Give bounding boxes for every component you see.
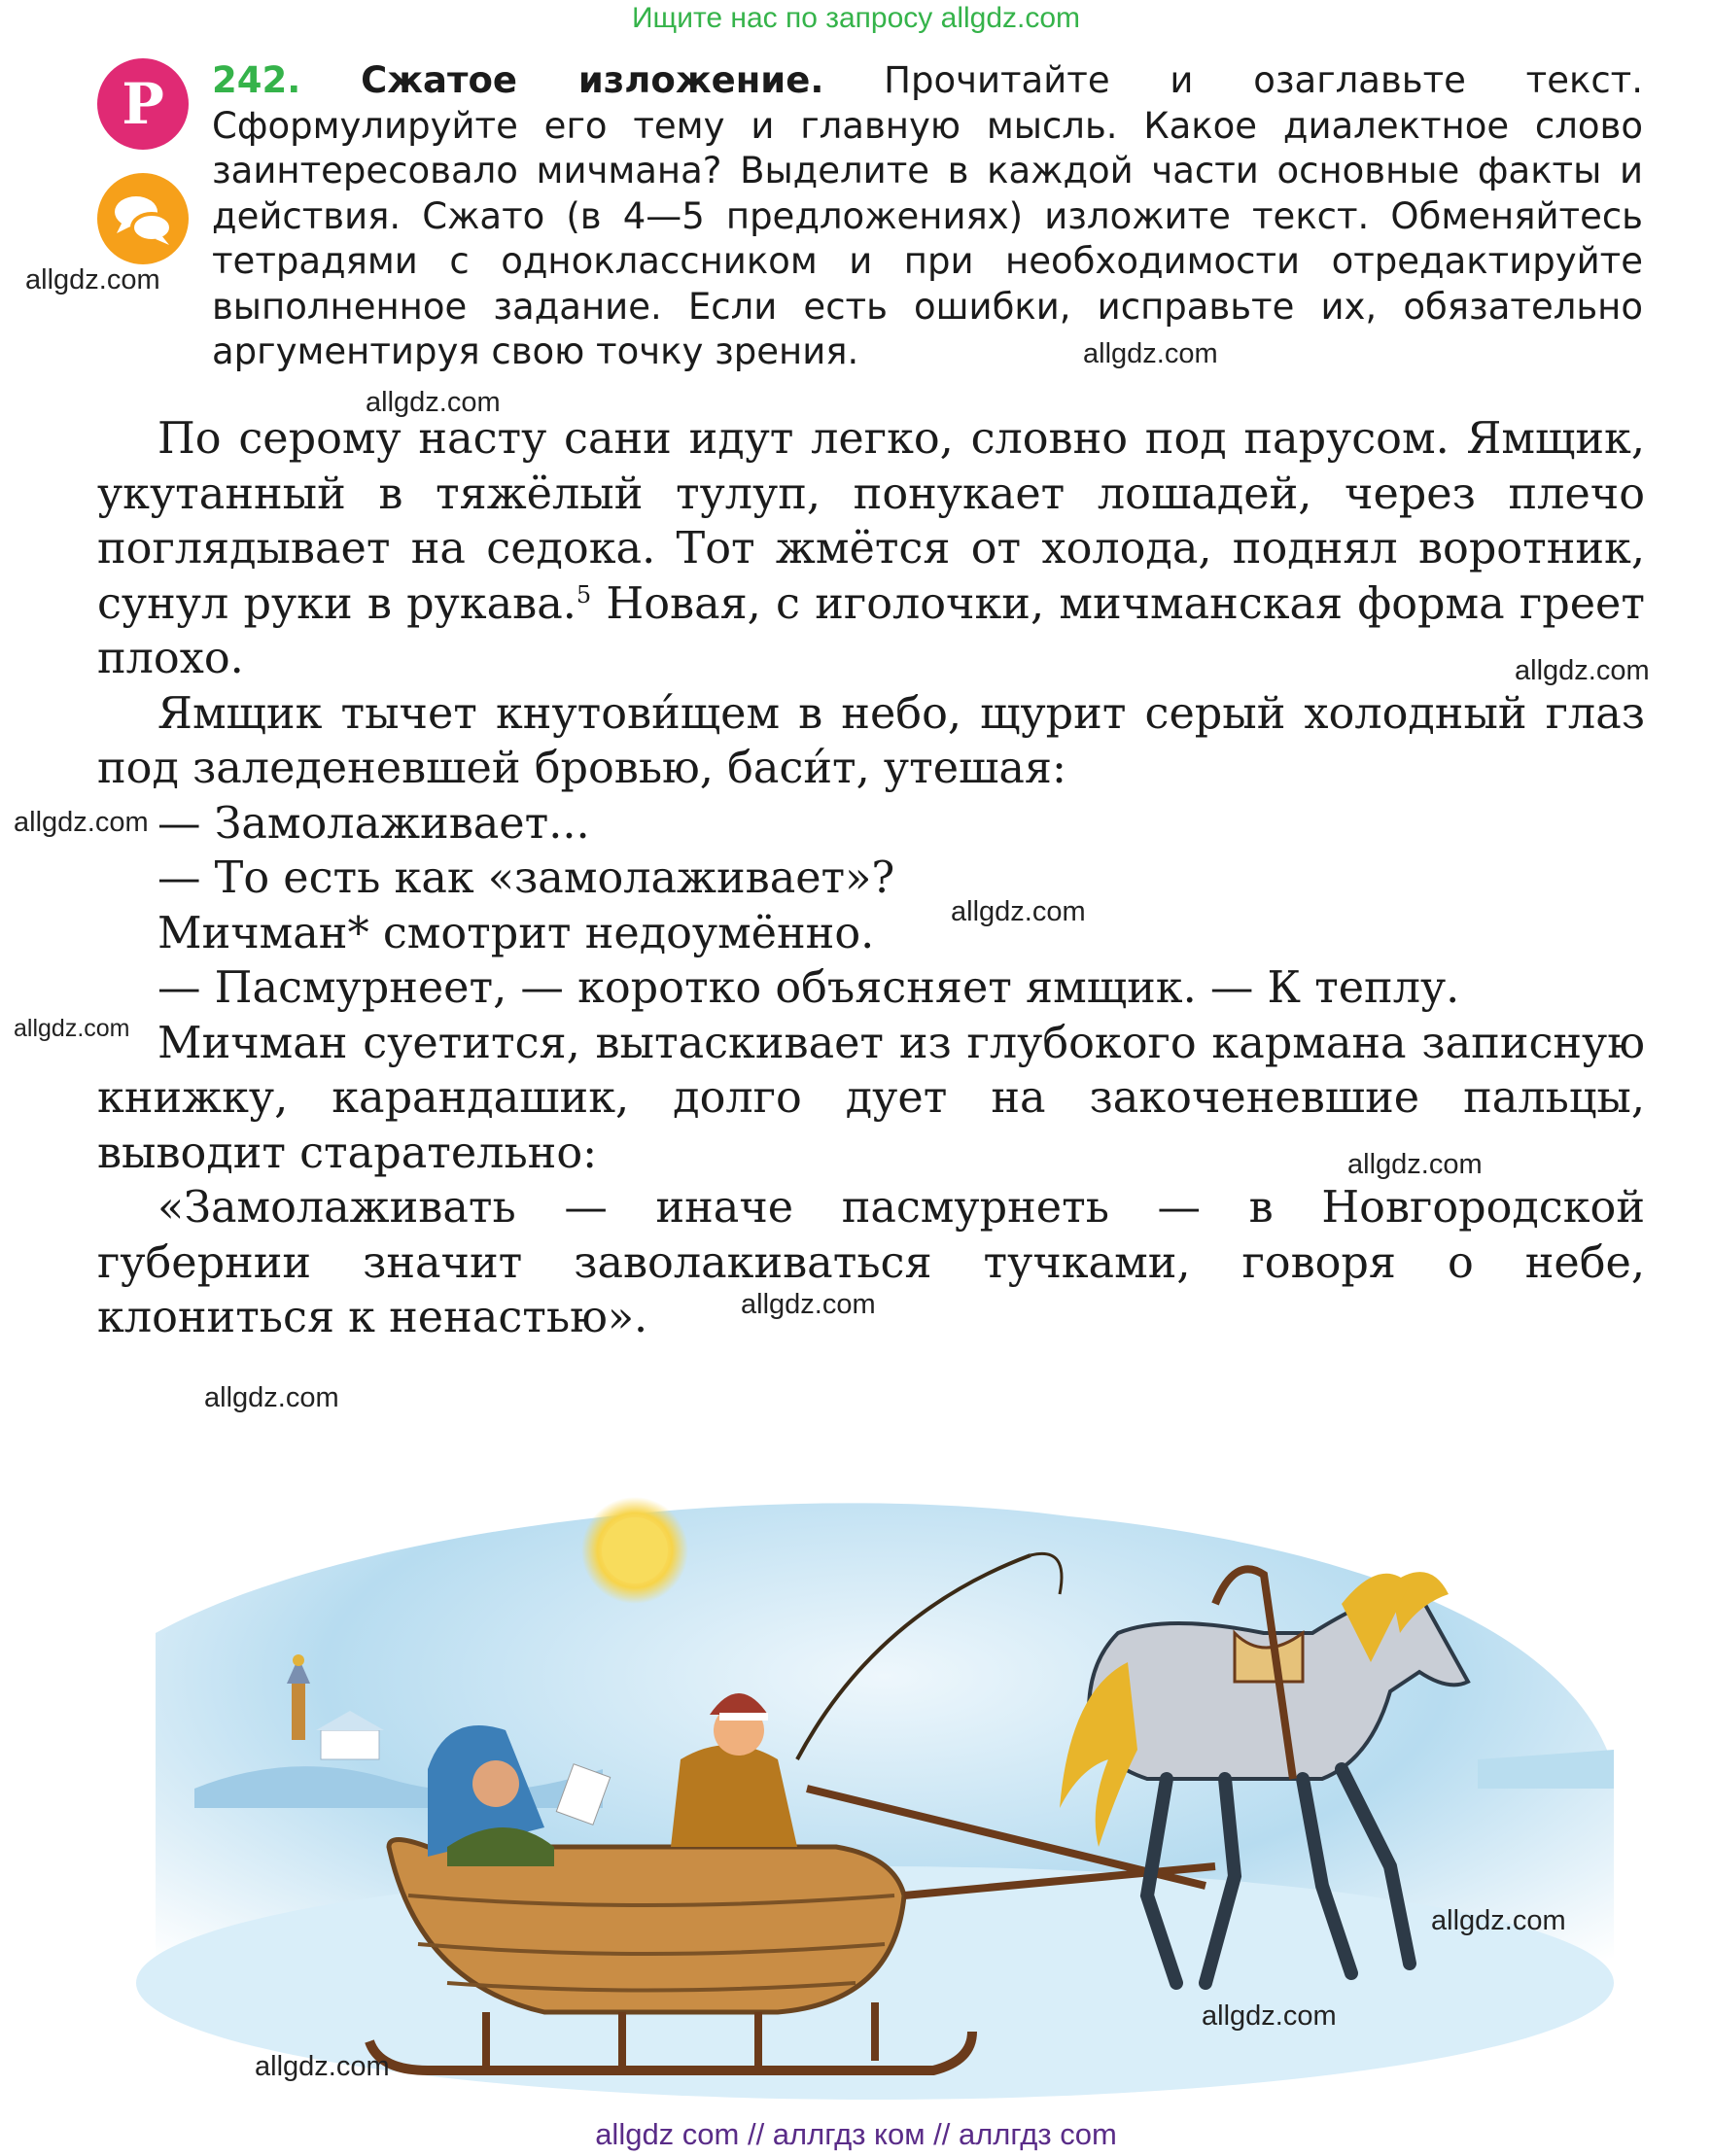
task-number: 242. — [212, 59, 301, 101]
story-paragraph: «Замолаживать — иначе пасмурнеть — в Новгородской губернии значит заволакиваться тучками, говоря о небе, клониться к ненастью». — [97, 1183, 1645, 1342]
bottom-bar: allgdz com // аллгдз ком // аллгдз com — [595, 2117, 1117, 2151]
watermark: allgdz.com — [741, 1289, 876, 1320]
watermark: allgdz.com — [14, 807, 149, 838]
footnote-mark: 5 — [576, 580, 592, 609]
story-paragraph: По серому насту сани идут легко, словно под парусом. Ямщик, укутанный в тяжёлый тулуп, понукает лошадей, через плечо поглядывает на седока. Тот жмётся от холода, поднял воротник, сунул руки в рукава.$^5$ Новая, с иголочки, мичманская форма греет плохо. — [97, 414, 1645, 683]
story-paragraph: Мичман суетится, вытаскивает из глубокого кармана записную книжку, карандашик, долго дует на закоченевшие пальцы, выводит старательно: — [97, 1018, 1645, 1178]
watermark: allgdz.com — [14, 1015, 130, 1042]
watermark: allgdz.com — [366, 387, 501, 418]
watermark: allgdz.com — [1202, 2000, 1337, 2032]
sleigh-illustration — [97, 1439, 1645, 2119]
top-banner: Ищите нас по запросу allgdz.com — [631, 2, 1081, 34]
watermark: allgdz.com — [1083, 338, 1218, 369]
story-paragraph: — То есть как «замолаживает»? — [157, 853, 895, 903]
task-block — [212, 58, 1643, 375]
chat-bubbles-icon — [97, 173, 189, 264]
watermark: allgdz.com — [25, 264, 160, 296]
story-paragraph: Мичман* смотрит недоумённо. — [157, 908, 875, 958]
story-paragraph: — Замолаживает... — [157, 798, 590, 849]
story-paragraph: — Пасмурнеет, — коротко объясняет ямщик. — К теплу. — [157, 963, 1460, 1013]
watermark: allgdz.com — [255, 2051, 390, 2082]
watermark: allgdz.com — [951, 896, 1086, 927]
rhetoric-badge-icon: Р — [97, 58, 189, 150]
watermark: allgdz.com — [1515, 655, 1650, 686]
watermark: allgdz.com — [1431, 1905, 1566, 1936]
task-heading: Сжатое изложение. — [361, 59, 824, 101]
story-paragraph: Ямщик тычет кнутови́щем в небо, щурит серый холодный глаз под заледеневшей бровью, баси́т, утешая: — [97, 688, 1645, 793]
story-text — [97, 412, 1645, 1346]
task-body: Прочитайте и озаглавьте текст. Сформулируйте его тему и главную мысль. Какое диалектное слово заинтересовало мичмана? Выделите в каждой части основные факты и действия. Сжато (в 4—5 предложениях) изложите текст. Обменяйтесь тетрадями с одноклассником и при необходимости отредактируйте выполненное задание. Если есть ошибки, исправьте их, обязательно аргументируя свою точку зрения. — [212, 59, 1643, 372]
watermark: allgdz.com — [1347, 1149, 1483, 1180]
watermark: allgdz.com — [204, 1382, 339, 1413]
